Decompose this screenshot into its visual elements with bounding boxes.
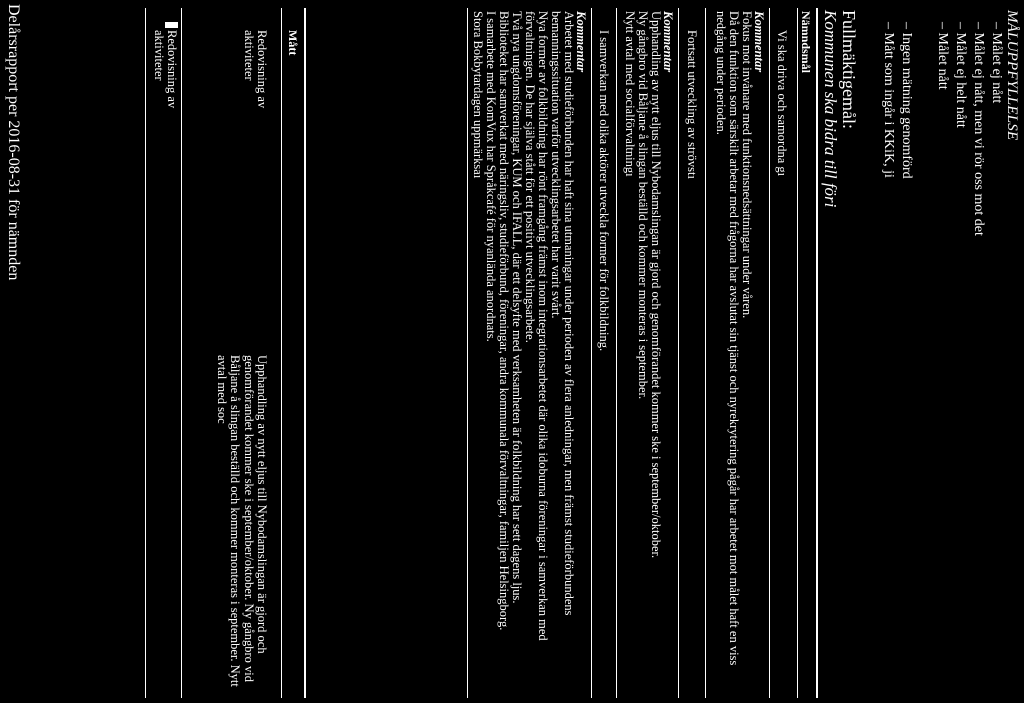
kommentar-3-line-8: Stora Bokbytardagen uppmärksaı xyxy=(471,11,485,179)
kommentar-label-2: Kommentar xyxy=(661,11,675,73)
legend-no-measurement: – Ingen mätning genomförd xyxy=(899,22,914,179)
matt-header-rule xyxy=(281,8,282,698)
kommentar-1-line-1: Fokus mot invånare med funktionsnedsättningar under våren. xyxy=(740,11,754,319)
goal2-rule xyxy=(678,8,679,698)
matt-row-rule xyxy=(181,8,182,698)
goal2-top-rule xyxy=(705,8,706,698)
table-bottom-rule xyxy=(467,8,468,698)
legend-kkik: – Mått som ingår i KKiK, ji xyxy=(881,22,896,178)
goal3-rule xyxy=(591,8,592,698)
nämndsmål-1: Vi ska driva och samordna gı xyxy=(775,30,789,177)
kommentar-3-line-3: Nya former av folkbildning har rönt framgång främst inom integrationsarbetet där olika idoburna föreningar i samverkan med xyxy=(536,11,550,641)
footer: Delårsrapport per 2016-08-31 för nämnden xyxy=(5,4,22,281)
kommentar-1-line-2: Då den funktion som särskilt arbetar med frågorna har avslutat sin tjänst och nyrekrytering pågår har arbetet mot målet haft en viss xyxy=(727,11,741,666)
kommentar-3-line-4: förvaltningen. De har själva stått för ett positivt utvecklingsarbete. xyxy=(523,11,537,343)
legend-partly-reached: – Målet ej helt nått xyxy=(953,22,968,128)
table-header-namndsmal: Nämndsmål xyxy=(799,11,813,74)
section-title: MÅLUPPFYLLELSE xyxy=(1004,10,1020,141)
matt-table-top-rule xyxy=(304,8,306,698)
matt-header: Mått xyxy=(286,30,300,56)
nämndsmål-2: Fortsatt utveckling av strövstı xyxy=(685,30,699,179)
goal1-rule xyxy=(769,8,770,698)
kommentar-2-line-1: Upphandling av nytt eljus till Nybodamslingan är gjord och genomförandet kommer ske i september/oktober. xyxy=(649,11,663,559)
kommentar-3-line-7: I samarbete med KomVux har Språkcafé för nyanlända anordnats. xyxy=(484,11,498,342)
table-header-rule xyxy=(797,8,798,698)
matt-row2-label: Redovisning av aktiviteter xyxy=(151,30,179,109)
kommentar-2-line-2: Ny gångbro vid Båljane å slingan beställd och kommer monteras i september. xyxy=(636,11,650,400)
legend-not-reached: – Målet ej nått xyxy=(989,22,1004,104)
matt-row1-label: Redovisning av aktiviteter xyxy=(241,30,269,109)
table-top-rule xyxy=(816,8,818,698)
kommentar-3-line-1: Arbetet med studieförbunden har haft sina utmaningar under perioden av flera anledningar, men främst studieförbundens xyxy=(562,11,576,616)
matt-row1-text: Upphandling av nytt eljus till Nybodamslingan är gjord och genomförandet kommer ske i september/oktober. Ny gångbro vid Båljane å slingan beställd och kommer monteras i september. Nytt avtal med soc xyxy=(214,355,269,687)
legend-reached: – Målet nått xyxy=(935,22,950,90)
matt-table-bottom-rule xyxy=(145,8,146,698)
status-marker xyxy=(165,22,178,28)
nämndsmål-3: I samverkan med olika aktörer utveckla former för folkbildning. xyxy=(597,30,611,352)
kommentar-label-1: Kommentar xyxy=(752,11,766,73)
goal-header: Fullmäktigemål: xyxy=(839,10,859,129)
kommentar-3-line-2: bemanningssituation varför utvecklingsarbetet har varit svårt. xyxy=(549,11,563,319)
legend-approaching: – Målet ej nått, men vi rör oss mot det xyxy=(971,22,986,236)
goal-subtitle: Kommunen ska bidra till föri xyxy=(821,10,840,208)
goal3-top-rule xyxy=(616,8,617,698)
kommentar-3-line-6: Biblioteket har samverkat med näringsliv, studieförbund, föreningar, andra kommunala förvaltningar, familjen Helsingborg. xyxy=(497,11,511,631)
kommentar-1-line-3: nedgång under perioden. xyxy=(714,11,728,135)
kommentar-3-line-5: Två nya ungdomsföreningar, KUM och IFALL, där ett delsyfte med verksamheten är folkbildning har sett dagens ljus. xyxy=(510,11,524,604)
kommentar-2-line-3: Nytt avtal med socialförvaltningı xyxy=(623,11,637,177)
kommentar-label-3: Kommentar xyxy=(574,11,588,73)
